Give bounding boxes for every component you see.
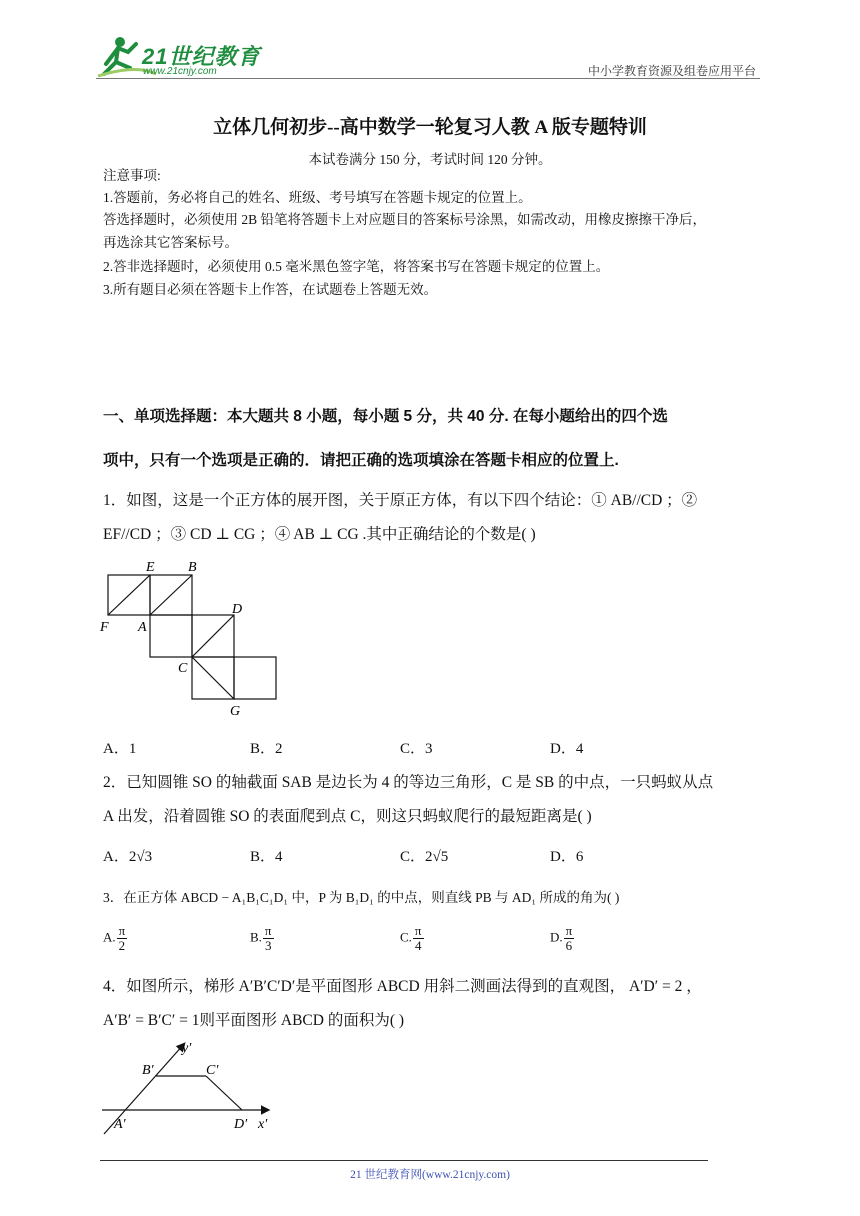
label-C-prime: C′ (206, 1063, 219, 1078)
label-G: G (230, 704, 241, 719)
note-line: 1.答题前，务必将自己的姓名、班级、考号填写在答题卡规定的位置上。 (103, 190, 532, 205)
header-divider (96, 78, 760, 79)
section-heading-line2: 项中，只有一个选项是正确的．请把正确的选项填涂在答题卡相应的位置上. (103, 452, 619, 469)
q3-option-b: B. $\frac{\pi}{3}$ (250, 923, 272, 953)
label-B-prime: B′ (142, 1063, 154, 1078)
note-line: 再选涂其它答案标号。 (103, 235, 238, 250)
label-y-prime: y′ (182, 1041, 192, 1056)
q2-option-b: B．4 (250, 849, 283, 865)
q1-option-c: C．3 (400, 741, 433, 757)
notes-heading: 注意事项: (103, 168, 161, 183)
note-line: 2.答非选择题时，必须使用 0.5 毫米黑色签字笔，将答案书写在答题卡规定的位置上。 (103, 259, 610, 274)
page-title: 立体几何初步--高中数学一轮复习人教 A 版专题特训 (213, 117, 647, 138)
question-2-line1: 2．已知圆锥 SO 的轴截面 SAB 是边长为 4 的等边三角形，C 是 SB 的中点，一只蚂蚁从点 (103, 774, 714, 791)
question-1-line2: EF//CD ；③ CD ⊥ CG ；④ AB ⊥ CG .其中正确结论的个数是( ) (103, 526, 536, 543)
label-A-prime: A′ (114, 1117, 126, 1132)
q2-option-d: D．6 (550, 849, 584, 865)
q2-option-a: A．2√3 (103, 849, 153, 865)
cube-net-figure (96, 555, 296, 725)
question-2-line2: A 出发，沿着圆锥 SO 的表面爬到点 C，则这只蚂蚁爬行的最短距离是( ) (103, 808, 592, 825)
label-B: B (188, 560, 197, 575)
footer-divider (100, 1160, 708, 1161)
question-4-line1: 4．如图所示，梯形 A′B′C′D′是平面图形 ABCD 用斜二测画法得到的直观图， A′D′ = 2 ， (103, 978, 702, 995)
label-D: D (232, 602, 243, 617)
label-C: C (178, 661, 188, 676)
section-heading-line1: 一、单项选择题：本大题共 8 小题，每小题 5 分，共 40 分. 在每小题给出的四个选 (103, 408, 668, 425)
q1-option-d: D．4 (550, 741, 584, 757)
note-line: 答选择题时，必须使用 2B 铅笔将答题卡上对应题目的答案标号涂黑，如需改动，用橡皮擦擦干净后， (103, 212, 707, 227)
q1-option-b: B．2 (250, 741, 283, 757)
platform-name: 中小学教育资源及组卷应用平台 (587, 64, 756, 78)
trapezoid-figure (96, 1036, 296, 1140)
logo-url: www.21cnjy.com (143, 66, 217, 77)
q3-option-c: C. $\frac{\pi}{4}$ (400, 923, 422, 953)
question-4-line2: A′B′ = B′C′ = 1则平面图形 ABCD 的面积为( ) (103, 1012, 405, 1029)
q1-option-a: A．1 (103, 741, 137, 757)
note-line: 3.所有题目必须在答题卡上作答，在试题卷上答题无效。 (103, 282, 438, 297)
label-D-prime: D′ (234, 1117, 248, 1132)
label-E: E (146, 560, 155, 575)
q3-option-a: A. $\frac{\pi}{2}$ (103, 923, 126, 953)
label-F: F (100, 620, 109, 635)
q2-option-c: C．2√5 (400, 849, 449, 865)
label-A: A (138, 620, 147, 635)
q3-option-d: D. $\frac{\pi}{6}$ (550, 923, 573, 953)
footer-text: 21 世纪教育网(www.21cnjy.com) (350, 1169, 510, 1181)
label-x-prime: x′ (258, 1117, 268, 1132)
question-3-line1: 3．在正方体 ABCD − A₁B₁C₁D₁ 中，P 为 B₁D₁ 的中点，则直线 PB 与 AD₁ 所成的角为( ) (103, 890, 620, 905)
question-1-line1: 1．如图，这是一个正方体的展开图，关于原正方体，有以下四个结论：① AB//CD ；② (103, 492, 698, 509)
page-subtitle: 本试卷满分 150 分，考试时间 120 分钟。 (308, 152, 552, 167)
logo-text: 21世纪教育 (142, 44, 261, 69)
